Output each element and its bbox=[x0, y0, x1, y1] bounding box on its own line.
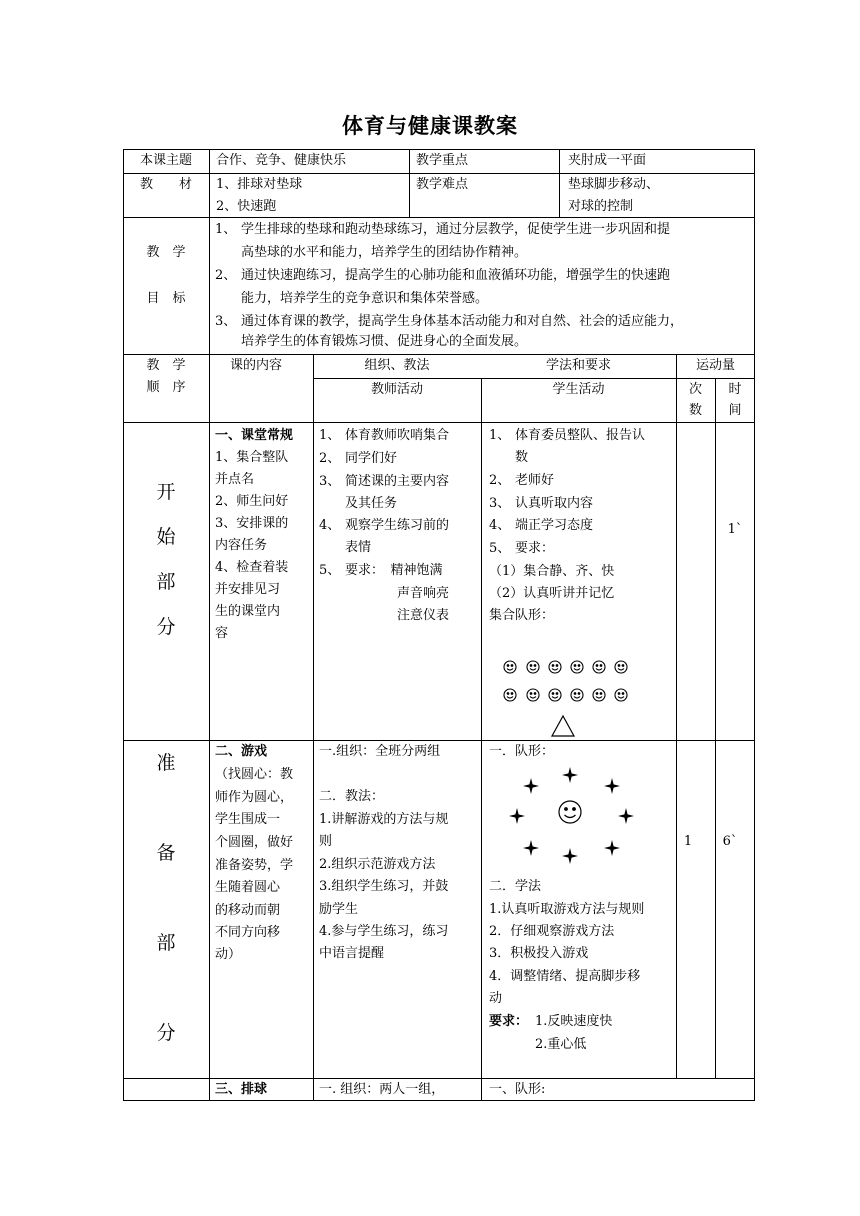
content-line: 学生围成一 bbox=[215, 812, 281, 827]
order-header: 教 学 bbox=[146, 358, 186, 373]
content-line: 不同方向移 bbox=[215, 925, 281, 940]
student-line: 动 bbox=[489, 991, 503, 1006]
student-line: 集合队形： bbox=[489, 608, 555, 623]
student-line: 一．队形： bbox=[489, 744, 555, 759]
teacher-line: 中语言提醒 bbox=[319, 946, 385, 961]
material-label: 教 材 bbox=[139, 177, 192, 192]
teacher-line: 一.组织：全班分两组 bbox=[319, 744, 441, 759]
study-req-header: 学法和要求 bbox=[545, 358, 611, 373]
teacher-line: 二．教法： bbox=[319, 789, 385, 804]
smiley-face-icon bbox=[615, 661, 627, 673]
phase-char: 部 bbox=[156, 932, 176, 954]
student-line: 2．仔细观察游戏方法 bbox=[489, 924, 615, 939]
goal-line: 高垫球的水平和能力，培养学生的团结协作精神。 bbox=[241, 245, 528, 260]
content-line: 个圆圈，做好 bbox=[215, 835, 294, 850]
teacher-header: 教师活动 bbox=[370, 382, 423, 397]
student-line: 二．学法 bbox=[489, 879, 542, 894]
requirement-line: 2.重心低 bbox=[535, 1037, 587, 1052]
phase-char: 分 bbox=[156, 616, 176, 638]
goal-line: 培养学生的体育锻炼习惯、促进身心的全面发展。 bbox=[241, 334, 528, 349]
teacher-line: 励学生 bbox=[319, 902, 359, 917]
teacher-line: 观察学生练习前的 bbox=[345, 518, 450, 533]
formation-diagram bbox=[498, 655, 638, 705]
order-header: 顺 序 bbox=[146, 380, 186, 395]
four-point-star-icon bbox=[562, 767, 578, 783]
content-line: 动） bbox=[215, 947, 242, 962]
goals-label: 目 标 bbox=[146, 291, 186, 306]
content-header: 课的内容 bbox=[230, 358, 283, 373]
key-value: 夹肘成一平面 bbox=[568, 153, 647, 168]
teacher-line: 注意仪表 bbox=[345, 608, 450, 623]
smiley-face-icon bbox=[571, 661, 583, 673]
student-num: 2、 bbox=[489, 473, 511, 488]
s2-time: 6` bbox=[722, 834, 738, 849]
material-item: 2、快速跑 bbox=[216, 199, 277, 214]
content-line: 并点名 bbox=[215, 472, 255, 487]
phase-char: 备 bbox=[156, 842, 176, 864]
student-line: 端正学习态度 bbox=[515, 518, 594, 533]
time-header: 时 bbox=[728, 382, 742, 397]
section-heading: 二、游戏 bbox=[215, 744, 268, 759]
s1-time: 1` bbox=[727, 522, 743, 537]
triangle-icon bbox=[550, 714, 576, 738]
goal-line: 能力，培养学生的竞争意识和集体荣誉感。 bbox=[241, 291, 489, 306]
smiley-face-icon bbox=[593, 689, 605, 701]
material-item: 1、排球对垫球 bbox=[216, 177, 303, 192]
time-header: 间 bbox=[728, 403, 742, 418]
student-line: 认真听取内容 bbox=[515, 496, 594, 511]
student-line: （1）集合静、齐、快 bbox=[489, 564, 615, 579]
teacher-num: 3、 bbox=[319, 474, 341, 489]
student-line: （2）认真听讲并记忆 bbox=[489, 586, 615, 601]
content-line: 1、集合整队 bbox=[215, 450, 289, 465]
s1-time-cell bbox=[715, 422, 755, 740]
student-line: 1.认真听取游戏方法与规则 bbox=[489, 902, 645, 917]
goal-line: 学生排球的垫球和跑动垫球练习，通过分层教学，促使学生进一步巩固和提 bbox=[241, 222, 671, 237]
teacher-line: 4.参与学生练习，练习 bbox=[319, 924, 449, 939]
s1-count-cell bbox=[676, 422, 715, 740]
four-point-star-icon bbox=[604, 778, 620, 794]
student-num: 4、 bbox=[489, 518, 511, 533]
teacher-line: 3.组织学生练习，并鼓 bbox=[319, 879, 449, 894]
requirement-line: 1.反映速度快 bbox=[535, 1014, 613, 1029]
student-num: 3、 bbox=[489, 496, 511, 511]
student-header: 学生活动 bbox=[552, 382, 605, 397]
content-line: 容 bbox=[215, 626, 229, 641]
key-label: 教学重点 bbox=[416, 153, 469, 168]
goals-label: 教 学 bbox=[146, 245, 186, 260]
teacher-line: 要求： 精神饱满 bbox=[345, 563, 443, 578]
student-line: 一、队形: bbox=[489, 1082, 546, 1097]
student-line: 4．调整情绪、提高脚步移 bbox=[489, 969, 641, 984]
teacher-num: 5、 bbox=[319, 563, 341, 578]
teacher-line: 简述课的主要内容 bbox=[345, 474, 450, 489]
s2-count-cell bbox=[676, 740, 715, 1078]
content-line: 师作为圆心， bbox=[215, 790, 294, 805]
teacher-line: 表情 bbox=[345, 540, 372, 555]
smiley-face-icon bbox=[593, 661, 605, 673]
student-num: 5、 bbox=[489, 541, 511, 556]
section-heading: 一、课堂常规 bbox=[215, 428, 294, 443]
teacher-line: 则 bbox=[319, 834, 333, 849]
student-line: 要求： bbox=[515, 541, 555, 556]
content-line: 内容任务 bbox=[215, 538, 268, 553]
s1-teacher-cell bbox=[313, 422, 481, 740]
phase-char: 准 bbox=[156, 752, 176, 774]
goal-number: 2、 bbox=[215, 268, 237, 283]
content-line: 准备姿势，学 bbox=[215, 858, 294, 873]
topic-value: 合作、竞争、健康快乐 bbox=[216, 153, 347, 168]
smiley-face-icon bbox=[549, 661, 561, 673]
difficulty-item: 垫球脚步移动、 bbox=[568, 177, 660, 192]
count-header: 次 bbox=[688, 382, 702, 397]
count-header: 数 bbox=[688, 403, 702, 418]
s3-phase-cell bbox=[123, 1078, 209, 1101]
content-line: 生的课堂内 bbox=[215, 604, 281, 619]
smiley-face-icon bbox=[559, 801, 581, 823]
load-header: 运动量 bbox=[695, 358, 735, 373]
four-point-star-icon bbox=[604, 840, 620, 856]
student-line: 老师好 bbox=[515, 473, 555, 488]
teacher-num: 4、 bbox=[319, 518, 341, 533]
content-line: 的移动而朝 bbox=[215, 903, 281, 918]
requirement-label: 要求： bbox=[489, 1014, 529, 1029]
student-line: 数 bbox=[515, 450, 529, 465]
student-num: 1、 bbox=[489, 428, 511, 443]
smiley-face-icon bbox=[527, 689, 539, 701]
teacher-line: 1.讲解游戏的方法与规 bbox=[319, 812, 449, 827]
four-point-star-icon bbox=[562, 848, 578, 864]
teacher-line: 及其任务 bbox=[345, 496, 398, 511]
teacher-line: 2.组织示范游戏方法 bbox=[319, 857, 436, 872]
goal-line: 通过体育课的教学，提高学生身体基本活动能力和对自然、社会的适应能力， bbox=[241, 314, 684, 329]
smiley-face-icon bbox=[615, 689, 627, 701]
s2-time-cell bbox=[715, 740, 755, 1078]
four-point-star-icon bbox=[523, 840, 539, 856]
smiley-face-icon bbox=[504, 661, 516, 673]
circle-formation-diagram bbox=[500, 762, 640, 868]
four-point-star-icon bbox=[618, 808, 634, 824]
four-point-star-icon bbox=[509, 808, 525, 824]
smiley-face-icon bbox=[504, 689, 516, 701]
content-line: 3、安排课的 bbox=[215, 516, 289, 531]
teacher-line: 一. 组织：两人一组， bbox=[319, 1082, 445, 1097]
phase-char: 部 bbox=[156, 571, 176, 593]
teacher-line: 声音响亮 bbox=[345, 586, 450, 601]
teacher-line: 体育教师吹哨集合 bbox=[345, 428, 450, 443]
difficulty-label: 教学难点 bbox=[416, 177, 469, 192]
content-line: 2、师生问好 bbox=[215, 494, 289, 509]
goal-number: 3、 bbox=[215, 314, 237, 329]
section-heading: 三、排球 bbox=[215, 1082, 268, 1097]
page-title: 体育与健康课教案 bbox=[342, 113, 518, 138]
phase-char: 始 bbox=[156, 526, 176, 548]
phase-char: 开 bbox=[156, 481, 176, 503]
content-line: 4、检查着装 bbox=[215, 560, 289, 575]
four-point-star-icon bbox=[523, 778, 539, 794]
smiley-face-icon bbox=[527, 661, 539, 673]
s2-count: 1 bbox=[683, 834, 693, 849]
smiley-face-icon bbox=[549, 689, 561, 701]
phase-char: 分 bbox=[156, 1022, 176, 1044]
goal-number: 1、 bbox=[215, 222, 237, 237]
teacher-num: 2、 bbox=[319, 451, 341, 466]
difficulty-item: 对球的控制 bbox=[568, 199, 634, 214]
student-line: 3．积极投入游戏 bbox=[489, 946, 589, 961]
goal-line: 通过快速跑练习，提高学生的心肺功能和血液循环功能，增强学生的快速跑 bbox=[241, 268, 671, 283]
content-line: 并安排见习 bbox=[215, 582, 281, 597]
goals-label-cell bbox=[123, 217, 209, 354]
student-line: 体育委员整队、报告认 bbox=[515, 428, 646, 443]
teacher-num: 1、 bbox=[319, 428, 341, 443]
teacher-line: 同学们好 bbox=[345, 451, 398, 466]
topic-label: 本课主题 bbox=[139, 153, 192, 168]
content-line: 生随着圆心 bbox=[215, 880, 281, 895]
smiley-face-icon bbox=[571, 689, 583, 701]
content-line: （找圆心：教 bbox=[215, 767, 294, 782]
org-method-header: 组织、教法 bbox=[364, 358, 430, 373]
